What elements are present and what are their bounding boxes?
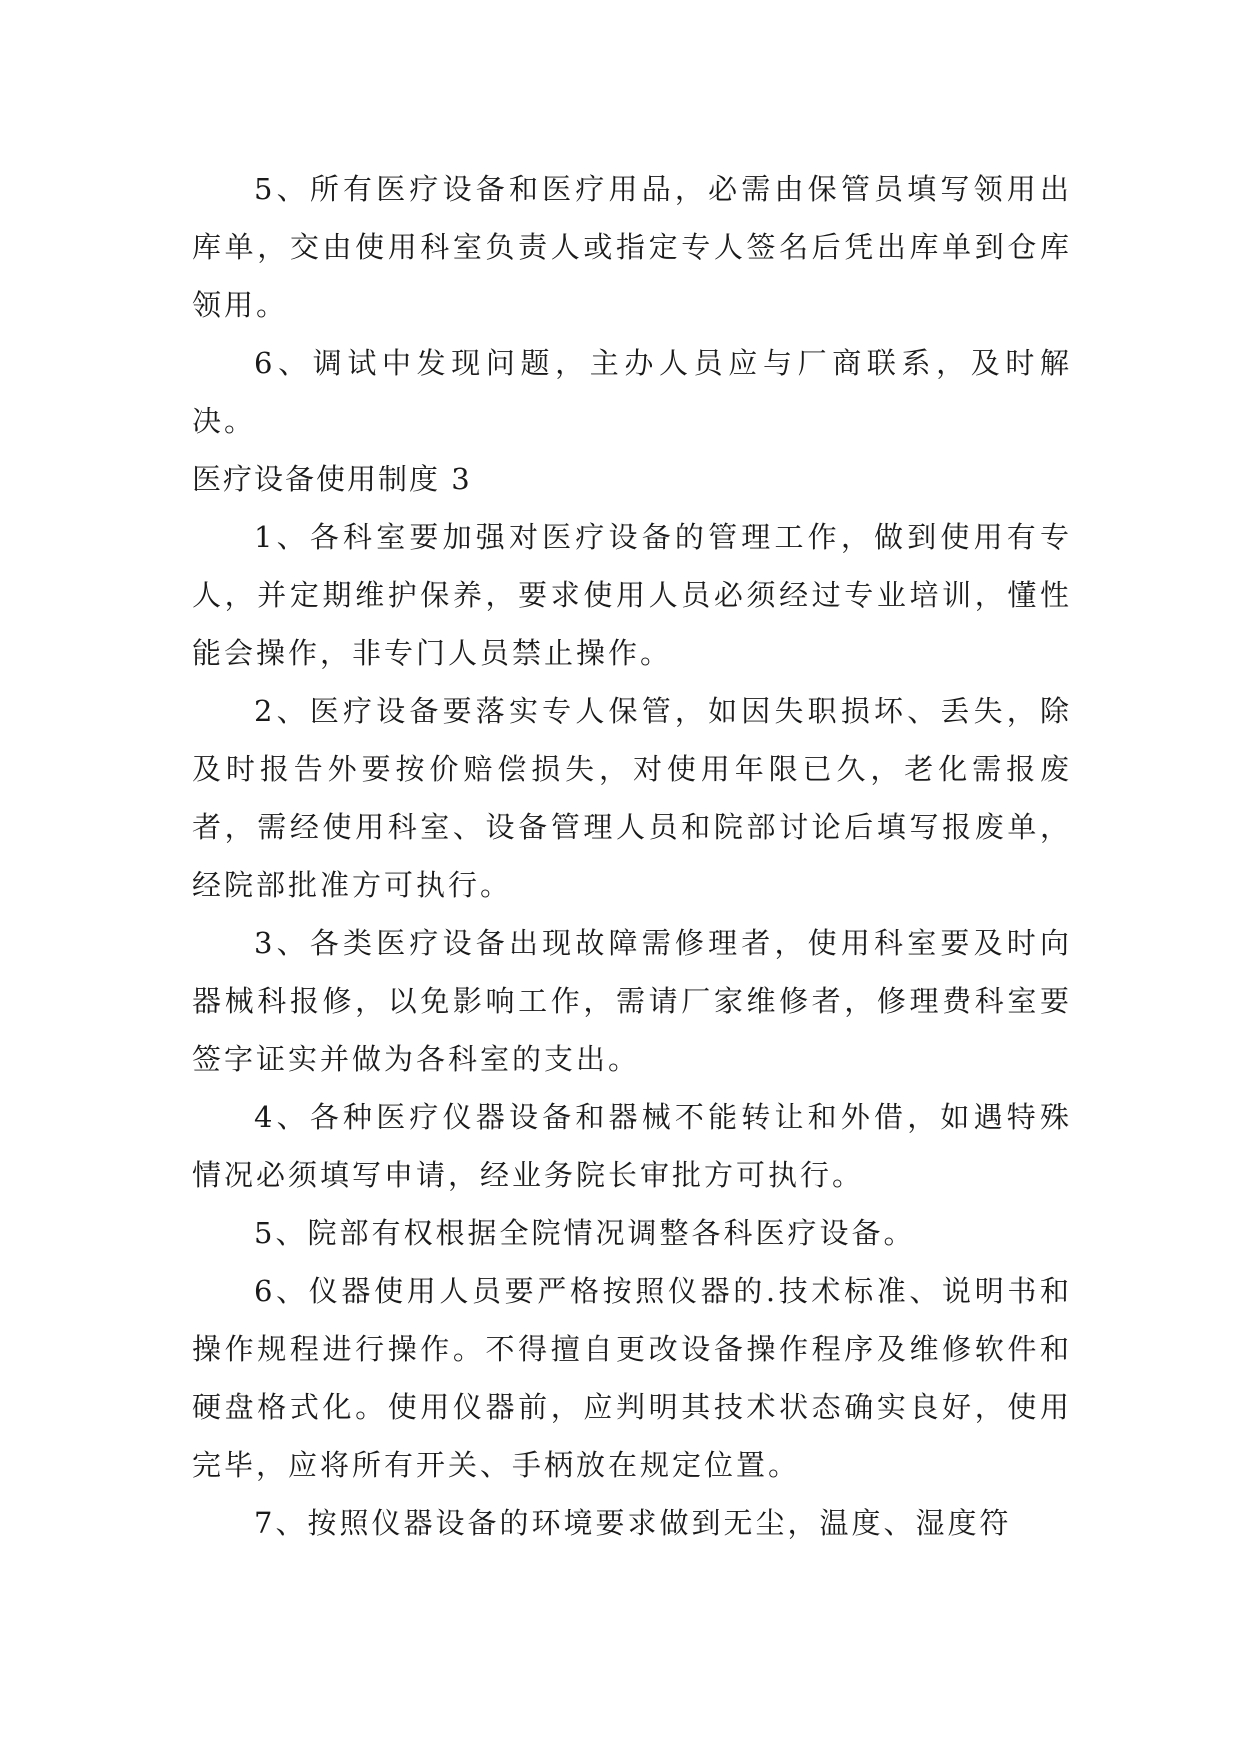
document-body (192, 160, 1072, 1552)
paragraph: 2、医疗设备要落实专人保管，如因失职损坏、丢失，除及时报告外要按价赔偿损失，对使用年限已久，老化需报废者，需经使用科室、设备管理人员和院部讨论后填写报废单，经院部批准方可执行。 (192, 694, 1072, 902)
paragraph: 6、调试中发现问题，主办人员应与厂商联系，及时解决。 (192, 346, 1072, 438)
paragraph: 1、各科室要加强对医疗设备的管理工作，做到使用有专人，并定期维护保养，要求使用人员必须经过专业培训，懂性能会操作，非专门人员禁止操作。 (192, 520, 1072, 670)
paragraph: 7、按照仪器设备的环境要求做到无尘，温度、湿度符 (254, 1506, 1012, 1540)
paragraph: 6、仪器使用人员要严格按照仪器的.技术标准、说明书和操作规程进行操作。不得擅自更改设备操作程序及维修软件和硬盘格式化。使用仪器前，应判明其技术状态确实良好，使用完毕，应将所有开关、手柄放在规定位置。 (192, 1274, 1072, 1482)
paragraph: 3、各类医疗设备出现故障需修理者，使用科室要及时向器械科报修，以免影响工作，需请厂家维修者，修理费科室要签字证实并做为各科室的支出。 (192, 926, 1072, 1076)
section-heading: 医疗设备使用制度 3 (192, 462, 472, 496)
paragraph: 4、各种医疗仪器设备和器械不能转让和外借，如遇特殊情况必须填写申请，经业务院长审批方可执行。 (192, 1100, 1072, 1192)
paragraph: 5、院部有权根据全院情况调整各科医疗设备。 (254, 1216, 916, 1250)
paragraph: 5、所有医疗设备和医疗用品，必需由保管员填写领用出库单，交由使用科室负责人或指定专人签名后凭出库单到仓库领用。 (192, 172, 1072, 322)
